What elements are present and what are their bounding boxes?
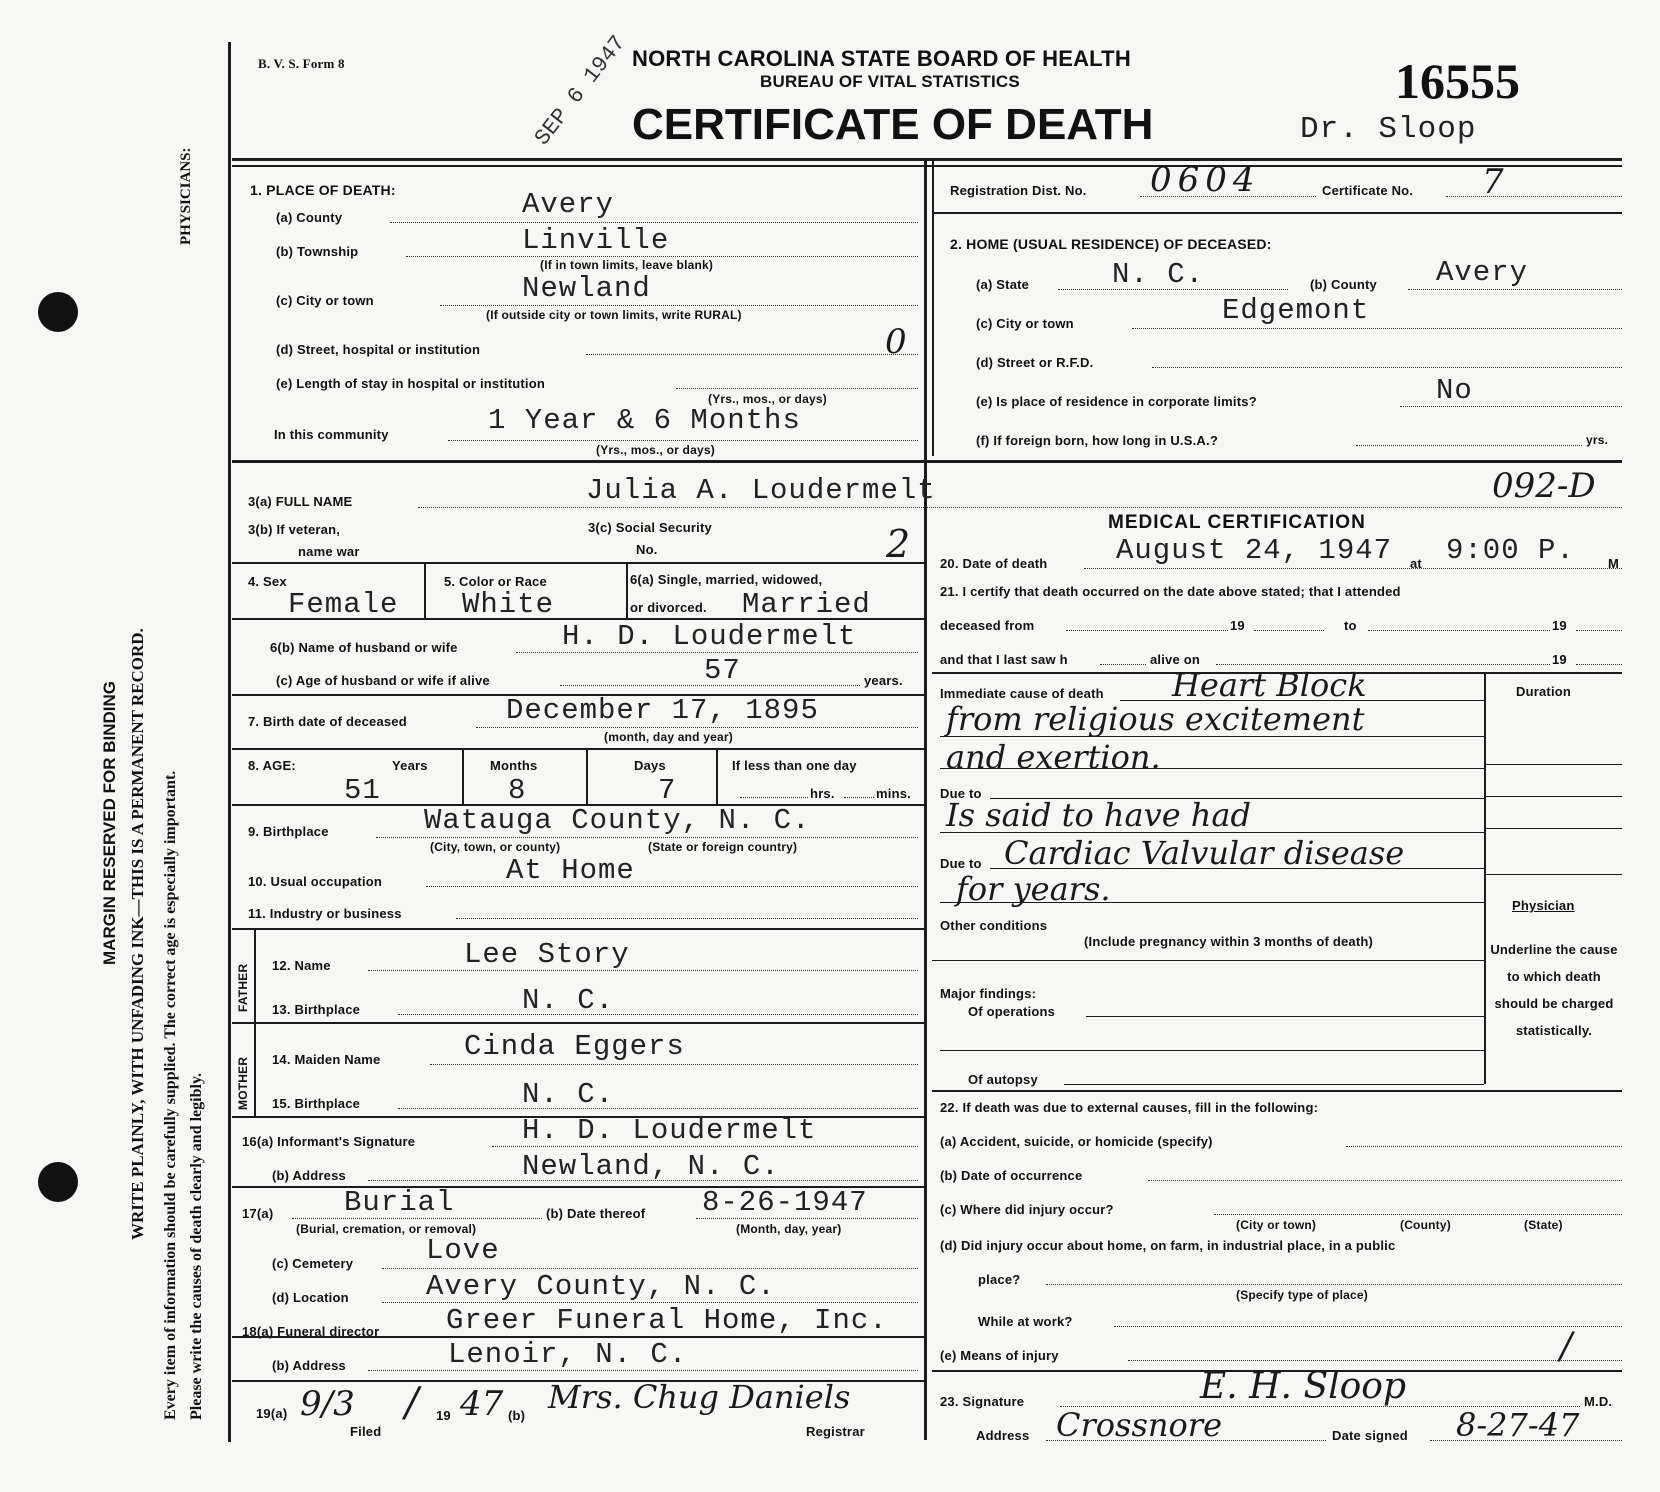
place-line <box>1046 1284 1622 1285</box>
cause-due-2: Cardiac Valvular disease <box>1004 834 1405 872</box>
rule-7 <box>232 748 924 750</box>
to-line <box>1368 630 1550 631</box>
mins-line <box>844 797 874 798</box>
sig-address-label: Address <box>976 1428 1030 1443</box>
less-label: If less than one day <box>732 758 857 773</box>
received-stamp: SEP 6 1947 <box>530 30 631 151</box>
rule-medical-bottom <box>932 1090 1622 1092</box>
death-date-label: 20. Date of death <box>940 556 1048 571</box>
death-street: 0 <box>885 322 907 362</box>
due-to-label-1: Due to <box>940 786 982 801</box>
burial-label: 17(a) <box>242 1206 274 1221</box>
director-address-label: (b) Address <box>272 1358 346 1373</box>
father-name: Lee Story <box>464 938 630 971</box>
rule-age-3 <box>716 750 718 804</box>
filing-label-a: 19(a) <box>256 1406 288 1421</box>
spouse-years-word: years. <box>864 673 903 688</box>
informant-address: Newland, N. C. <box>522 1150 780 1183</box>
center-divider <box>924 160 927 1440</box>
corporate-answer: No <box>1436 374 1473 407</box>
township-note: (If in town limits, leave blank) <box>540 258 714 272</box>
county-label: (a) County <box>276 210 343 225</box>
place-label: place? <box>978 1272 1021 1287</box>
street-line <box>586 354 918 355</box>
form-left-border <box>228 42 231 1442</box>
filed-slash: / <box>405 1380 419 1426</box>
burial-type: Burial <box>344 1186 455 1219</box>
spouse-name: H. D. Loudermelt <box>562 620 857 653</box>
to-year-line <box>1576 630 1622 631</box>
means-mark: / <box>1560 1326 1573 1367</box>
work-label: While at work? <box>978 1314 1073 1329</box>
hrs-line <box>740 797 808 798</box>
filing-year-label: 19 <box>436 1408 451 1423</box>
hrs-label: hrs. <box>810 786 835 801</box>
cert-line <box>1446 196 1622 197</box>
registrar-label: Registrar <box>806 1424 865 1439</box>
mins-label: mins. <box>876 786 911 801</box>
marital-label: 6(a) Single, married, widowed, <box>630 572 823 587</box>
where-note-1: (City or town) <box>1236 1218 1317 1232</box>
from-line <box>1066 630 1228 631</box>
community-line <box>448 440 918 441</box>
stay-note: (Yrs., mos., or days) <box>708 392 827 406</box>
birthplace-line <box>376 837 918 838</box>
operations-label: Of operations <box>968 1004 1056 1019</box>
community-note: (Yrs., mos., or days) <box>596 443 715 457</box>
mother-name-label: 14. Maiden Name <box>272 1052 381 1067</box>
mid-rule <box>232 460 1622 463</box>
occupation-line <box>426 886 918 887</box>
rule-11 <box>232 928 924 930</box>
where-label: (c) Where did injury occur? <box>940 1202 1114 1217</box>
physician-head: Physician <box>1512 898 1575 913</box>
accident-line <box>1346 1146 1622 1147</box>
duration-divider <box>1484 672 1486 1084</box>
age-days: 7 <box>658 774 677 807</box>
home-state-label: (a) State <box>976 277 1030 292</box>
filed-label: Filed <box>350 1424 382 1439</box>
county-line <box>390 222 918 223</box>
physician-address: Crossnore <box>1056 1406 1222 1444</box>
where-line <box>1214 1214 1622 1215</box>
form-number: B. V. S. Form 8 <box>258 56 345 71</box>
alive-year: 19 <box>1552 652 1567 667</box>
operations-line <box>1086 1016 1484 1017</box>
where-note-2: (County) <box>1400 1218 1451 1232</box>
full-name: Julia A. Loudermelt <box>586 474 936 507</box>
death-county: Avery <box>522 188 615 221</box>
registrar-signature: Mrs. Chug Daniels <box>548 1378 851 1416</box>
burial-date-label: (b) Date thereof <box>546 1206 646 1221</box>
header-rule-2 <box>232 165 1622 167</box>
duration-label: Duration <box>1516 684 1572 699</box>
duration-rule-1 <box>1484 764 1622 765</box>
foreign-line <box>1356 445 1582 446</box>
cause-due-3: for years. <box>956 870 1111 908</box>
to-year: 19 <box>1552 618 1567 633</box>
home-street-line <box>1152 367 1622 368</box>
did-injury-label: (d) Did injury occur about home, on farm, in industrial place, in a public <box>940 1238 1396 1253</box>
home-county-label: (b) County <box>1310 277 1377 292</box>
industry-line <box>456 918 918 919</box>
means-label: (e) Means of injury <box>940 1348 1059 1363</box>
burial-date: 8-26-1947 <box>702 1186 868 1219</box>
where-note-3: (State) <box>1524 1218 1563 1232</box>
home-county: Avery <box>1436 256 1529 289</box>
binding-hole-top <box>38 292 78 332</box>
autopsy-line <box>1064 1084 1484 1085</box>
informant-label: 16(a) Informant's Signature <box>242 1134 416 1149</box>
occurrence-label: (b) Date of occurrence <box>940 1168 1083 1183</box>
last-saw-line <box>1100 664 1146 665</box>
home-county-line <box>1408 289 1622 290</box>
signature-label: 23. Signature <box>940 1394 1025 1409</box>
occupation: At Home <box>506 854 635 887</box>
mother-birthplace-label: 15. Birthplace <box>272 1096 361 1111</box>
corporate-line <box>1400 406 1622 407</box>
birth-label: 7. Birth date of deceased <box>248 714 407 729</box>
rule-4-5 <box>424 564 426 618</box>
duration-rule-4 <box>1484 874 1622 875</box>
date-signed: 8-27-47 <box>1456 1406 1580 1444</box>
reg-rule <box>932 212 1622 214</box>
filing-year: 47 <box>460 1384 504 1424</box>
autopsy-label: Of autopsy <box>968 1072 1038 1087</box>
alive-year-line <box>1576 664 1622 665</box>
informant-signature: H. D. Loudermelt <box>522 1114 817 1147</box>
burial-location: Avery County, N. C. <box>426 1270 776 1303</box>
margin-binding: MARGIN RESERVED FOR BINDING <box>100 681 119 965</box>
death-city: Newland <box>522 272 651 305</box>
cert-number: 7 <box>1482 162 1504 202</box>
foreign-suffix: yrs. <box>1586 433 1609 447</box>
cause-immediate-1: Heart Block <box>1172 666 1367 704</box>
corporate-label: (e) Is place of residence in corporate limits? <box>976 394 1257 409</box>
spouse-age: 57 <box>704 654 741 687</box>
spouse-label: 6(b) Name of husband or wife <box>270 640 458 655</box>
cert-label: Certificate No. <box>1322 183 1414 198</box>
marital-value: Married <box>742 588 871 621</box>
father-side-label: FATHER <box>236 963 250 1012</box>
name-label: 3(a) FULL NAME <box>248 494 353 509</box>
birthplace: Watauga County, N. C. <box>424 804 811 837</box>
father-name-line <box>368 970 918 971</box>
ssn-label-2: No. <box>636 542 658 557</box>
accident-label: (a) Accident, suicide, or homicide (specify) <box>940 1134 1213 1149</box>
birthplace-note-1: (City, town, or county) <box>430 840 561 854</box>
duration-rule-2 <box>1484 796 1622 797</box>
home-city-label: (c) City or town <box>976 316 1074 331</box>
physician-signature: E. H. Sloop <box>1200 1366 1407 1407</box>
home-city: Edgemont <box>1222 294 1370 327</box>
race-value: White <box>462 588 555 621</box>
rule-5-6 <box>626 564 628 618</box>
location-label: (d) Location <box>272 1290 349 1305</box>
home-state: N. C. <box>1112 258 1205 291</box>
md-label: M.D. <box>1584 1394 1613 1409</box>
birth-date: December 17, 1895 <box>506 694 819 727</box>
reg-dist-number: 0604 <box>1150 160 1261 200</box>
stay-label: (e) Length of stay in hospital or institution <box>276 376 545 391</box>
father-birthplace-label: 13. Birthplace <box>272 1002 361 1017</box>
rule-13 <box>232 1022 924 1024</box>
reg-dist-label: Registration Dist. No. <box>950 183 1087 198</box>
header-rule <box>232 158 1622 161</box>
to-label: to <box>1344 618 1357 633</box>
home-heading: 2. HOME (USUAL RESIDENCE) OF DECEASED: <box>950 236 1272 252</box>
major-findings-label: Major findings: <box>940 986 1037 1001</box>
birth-line <box>476 727 918 728</box>
cause-immediate-2: from religious excitement <box>946 700 1365 738</box>
birthplace-note-2: (State or foreign country) <box>648 840 798 854</box>
race-label: 5. Color or Race <box>444 574 547 589</box>
place-heading: 1. PLACE OF DEATH: <box>250 182 396 198</box>
doctor-note: Dr. Sloop <box>1300 112 1477 147</box>
director-label: 18(a) Funeral director <box>242 1324 380 1339</box>
father-birthplace: N. C. <box>522 984 615 1017</box>
stamp-number: 16555 <box>1395 53 1520 109</box>
ssn-mark: 2 <box>886 522 911 566</box>
ssn-label: 3(c) Social Security <box>588 520 712 535</box>
years-label: Years <box>392 758 428 773</box>
industry-label: 11. Industry or business <box>248 906 402 921</box>
immediate-label: Immediate cause of death <box>940 686 1104 701</box>
external-heading: 22. If death was due to external causes, fill in the following: <box>940 1100 1319 1115</box>
death-time-at: at <box>1410 556 1422 571</box>
funeral-director: Greer Funeral Home, Inc. <box>446 1304 888 1337</box>
spouse-age-label: (c) Age of husband or wife if alive <box>276 673 490 688</box>
alive-on-line <box>1216 664 1550 665</box>
cemetery-label: (c) Cemetery <box>272 1256 354 1271</box>
last-saw-label: and that I last saw h <box>940 652 1068 667</box>
margin-please-write: Please write the causes of death clearly and legibly. <box>188 1072 205 1420</box>
sex-value: Female <box>288 588 399 621</box>
binding-hole-bottom <box>38 1162 78 1202</box>
city-label: (c) City or town <box>276 293 374 308</box>
due-to-label-2: Due to <box>940 856 982 871</box>
other-conditions-label: Other conditions <box>940 918 1048 933</box>
mother-birthplace: N. C. <box>522 1078 615 1111</box>
death-township: Linville <box>522 224 670 257</box>
filed-date: 9/3 <box>300 1384 355 1424</box>
rule-other <box>932 960 1484 961</box>
margin-physicians: PHYSICIANS: <box>178 147 194 245</box>
cemetery: Love <box>426 1234 500 1267</box>
home-city-line <box>1132 328 1622 329</box>
foreign-label: (f) If foreign born, how long in U.S.A.? <box>976 433 1218 448</box>
filing-label-b: (b) <box>508 1408 526 1423</box>
rule-age-2 <box>586 750 588 804</box>
bureau-title: BUREAU OF VITAL STATISTICS <box>760 72 1020 91</box>
operations-line-2 <box>940 1050 1484 1051</box>
mother-side-label: MOTHER <box>236 1056 250 1110</box>
duration-rule-3 <box>1484 828 1622 829</box>
date-signed-label: Date signed <box>1332 1428 1408 1443</box>
mother-name: Cinda Eggers <box>464 1030 685 1063</box>
work-line <box>1114 1326 1622 1327</box>
cemetery-line <box>382 1268 918 1269</box>
mother-name-line <box>430 1064 918 1065</box>
city-note: (If outside city or town limits, write RURAL) <box>486 308 742 322</box>
days-label: Days <box>634 758 666 773</box>
mother-birthplace-line <box>398 1108 918 1109</box>
veteran-label-2: name war <box>298 544 360 559</box>
margin-write-plainly: WRITE PLAINLY, WITH UNFADING INK—THIS IS A PERMANENT RECORD. <box>128 628 147 1240</box>
father-name-label: 12. Name <box>272 958 331 973</box>
cause-immediate-3: and exertion. <box>946 738 1161 776</box>
from-year-line <box>1254 630 1324 631</box>
age-label: 8. AGE: <box>248 758 296 773</box>
informant-address-label: (b) Address <box>272 1168 346 1183</box>
township-label: (b) Township <box>276 244 359 259</box>
age-years: 51 <box>344 774 381 807</box>
veteran-label: 3(b) If veteran, <box>248 522 341 537</box>
cause-due-1: Is said to have had <box>946 796 1251 834</box>
director-address: Lenoir, N. C. <box>448 1338 688 1371</box>
margin-every-item: Every item of information should be carefully supplied. The correct age is especially important. <box>162 770 179 1420</box>
certificate-title: CERTIFICATE OF DEATH <box>632 100 1154 149</box>
physician-text: Underline the cause to which death should be charged statistically. <box>1490 942 1618 1038</box>
occurrence-line <box>1148 1180 1622 1181</box>
medical-heading: MEDICAL CERTIFICATION <box>1108 512 1366 533</box>
birthplace-label: 9. Birthplace <box>248 824 329 839</box>
place-note: (Specify type of place) <box>1236 1288 1368 1302</box>
months-label: Months <box>490 758 538 773</box>
marital-label-2: or divorced. <box>630 600 707 615</box>
means-line <box>1128 1360 1622 1361</box>
from-year: 19 <box>1230 618 1245 633</box>
board-title: NORTH CAROLINA STATE BOARD OF HEALTH <box>632 46 1131 71</box>
death-time-m: M <box>1608 556 1620 571</box>
sex-label: 4. Sex <box>248 574 287 589</box>
name-line <box>418 507 1622 508</box>
occupation-label: 10. Usual occupation <box>248 874 383 889</box>
burial-date-note: (Month, day, year) <box>736 1222 842 1236</box>
birth-note: (month, day and year) <box>604 730 733 744</box>
stay-line <box>676 388 918 389</box>
father-birthplace-line <box>398 1014 918 1015</box>
community-duration: 1 Year & 6 Months <box>488 404 801 437</box>
other-conditions-note: (Include pregnancy within 3 months of death) <box>1084 934 1374 949</box>
burial-note: (Burial, cremation, or removal) <box>296 1222 477 1236</box>
rule-age-1 <box>462 750 464 804</box>
home-street-label: (d) Street or R.F.D. <box>976 355 1094 370</box>
name-code: 092-D <box>1492 466 1596 506</box>
deceased-from: deceased from <box>940 618 1035 633</box>
certify-text: 21. I certify that death occurred on the date above stated; that I attended <box>940 584 1401 599</box>
community-label: In this community <box>274 427 389 442</box>
city-line <box>440 305 918 306</box>
street-label: (d) Street, hospital or institution <box>276 342 481 357</box>
center-divider-2 <box>932 160 934 456</box>
rule-3b <box>232 562 924 564</box>
death-date-line <box>1084 568 1622 569</box>
alive-on-label: alive on <box>1150 652 1201 667</box>
age-months: 8 <box>508 774 527 807</box>
death-time: 9:00 P. <box>1446 534 1575 567</box>
death-date: August 24, 1947 <box>1116 534 1393 567</box>
